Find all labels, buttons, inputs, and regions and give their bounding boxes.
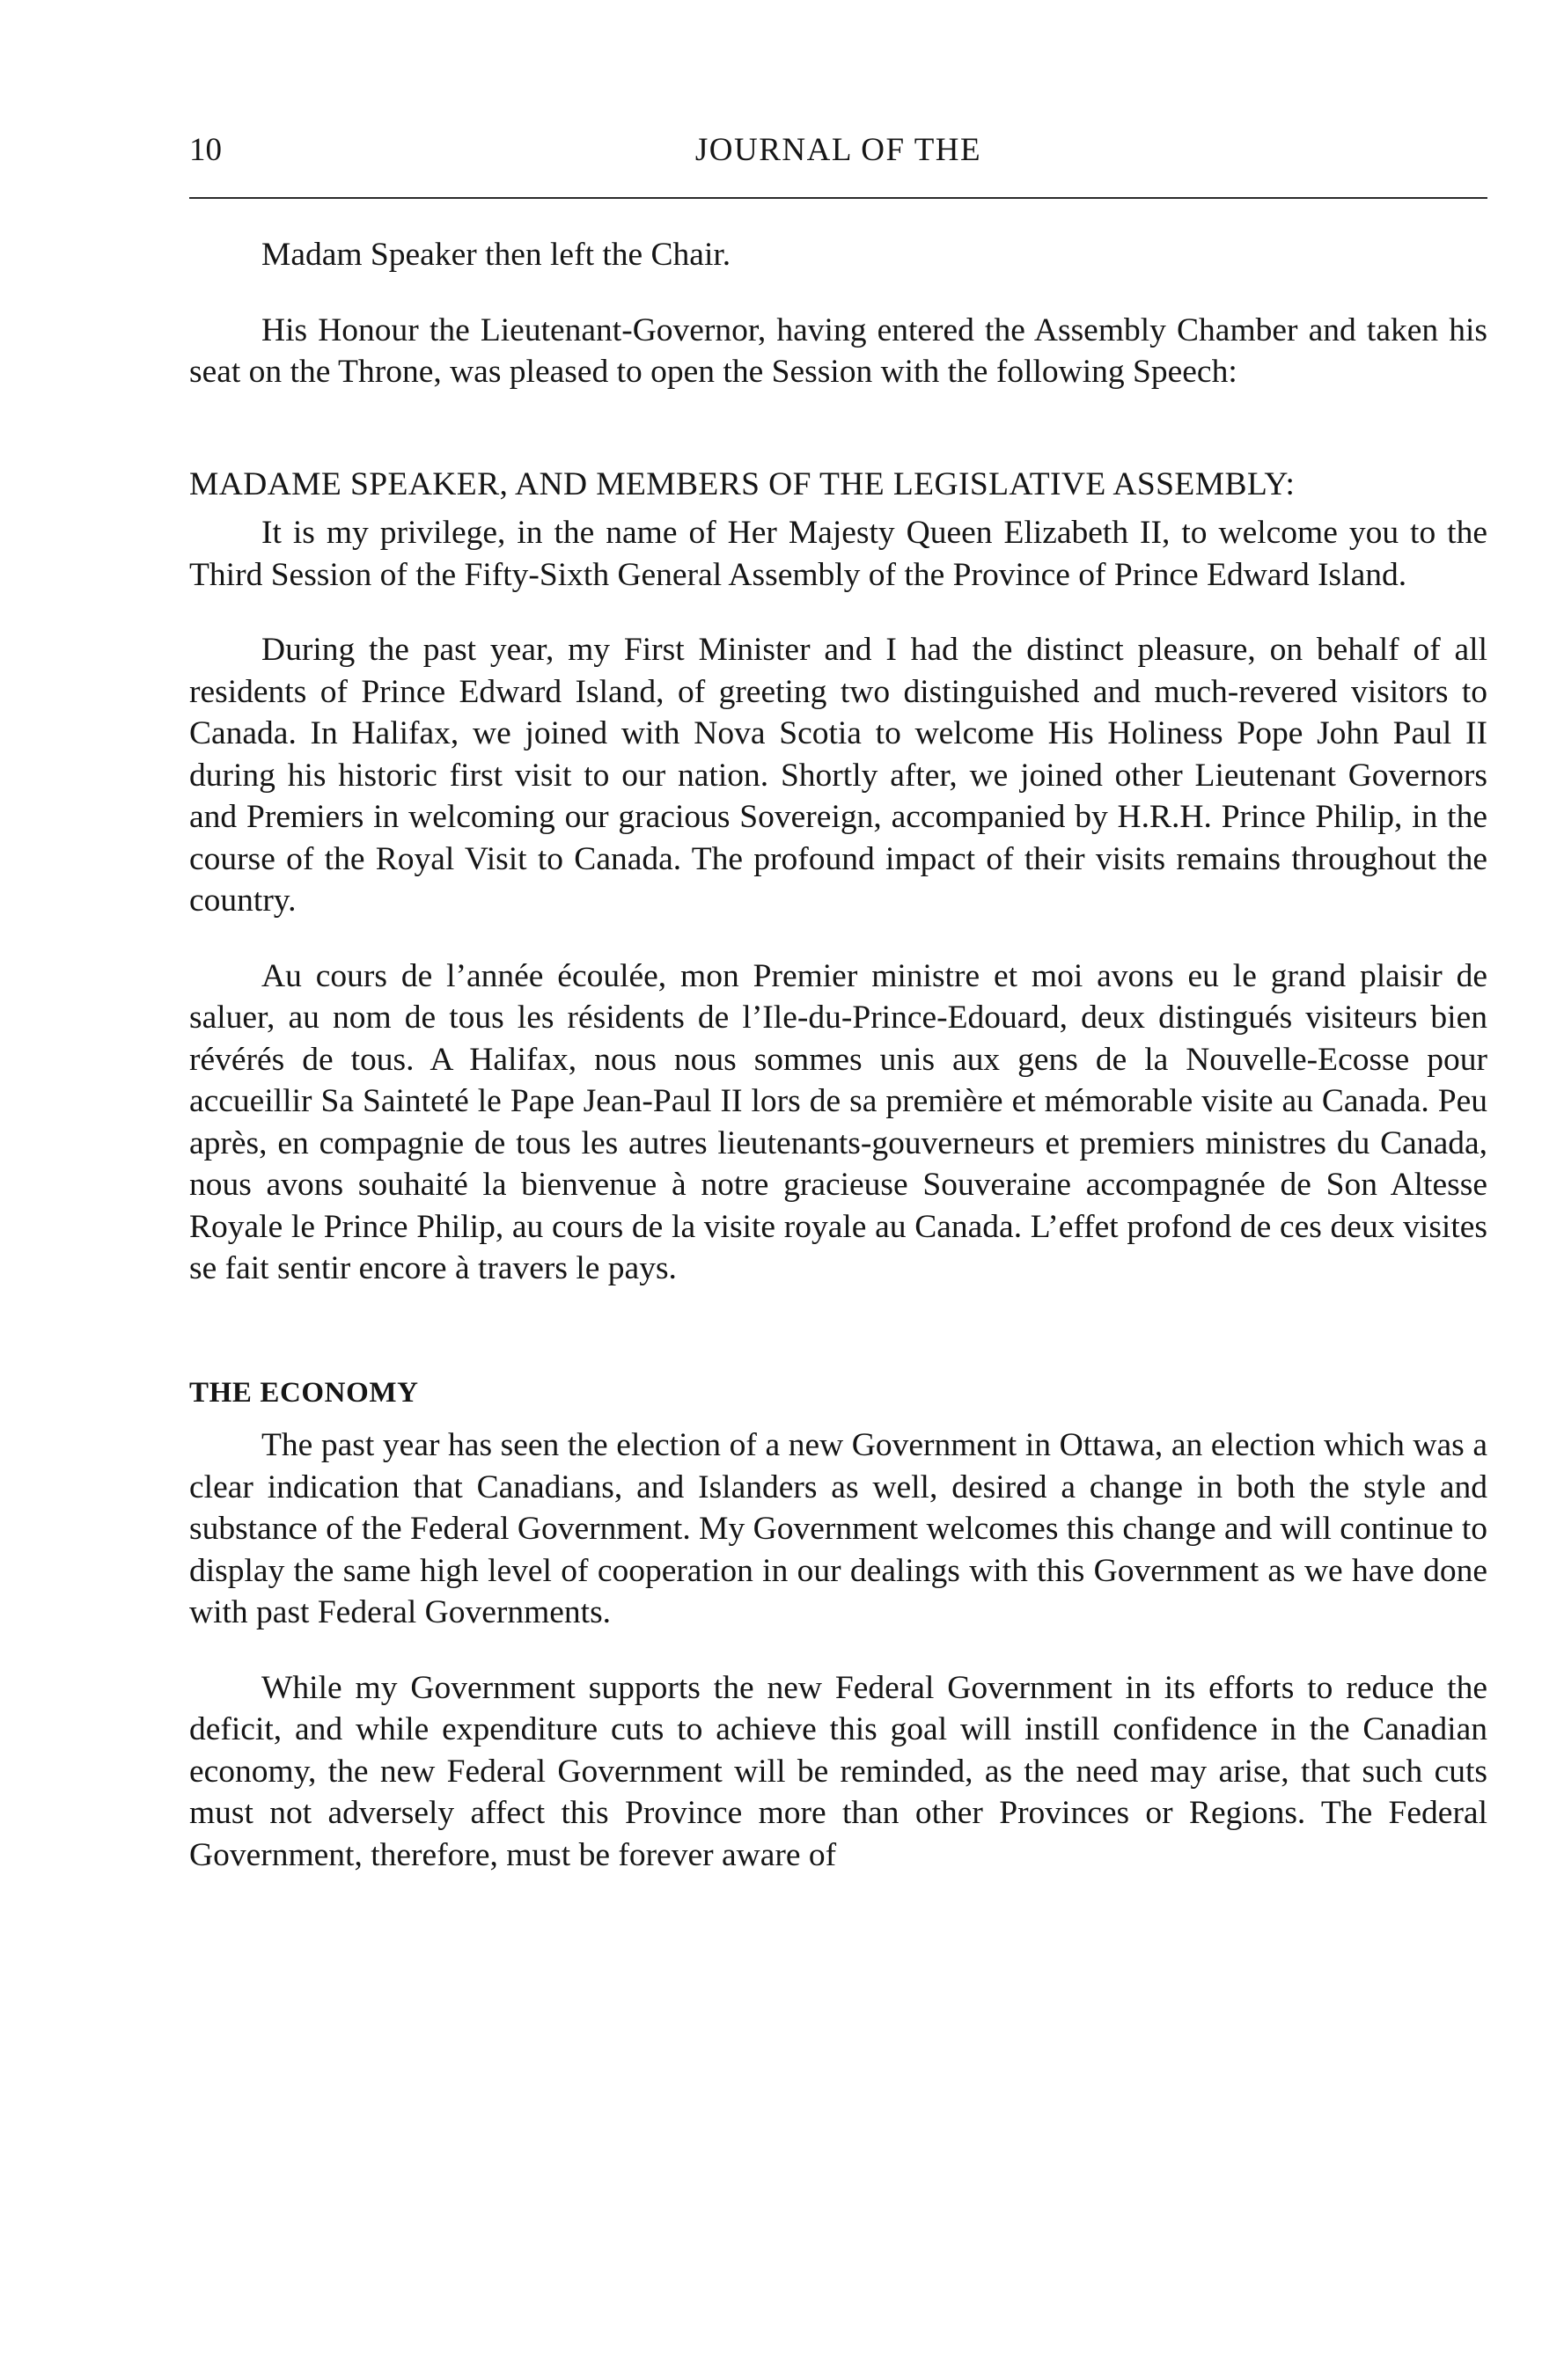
paragraph-federal-election: The past year has seen the election of a new Government in Ottawa, an election which was a clear indication that Canadians, and Islanders as well, desired a change in both the style and substance of the Federal Government. My Government welcomes this change and will continue to display the same high level of cooperation in our dealings with this Government as we have done with past Federal Governments. [189,1427,1487,1630]
paragraph-deficit-reduction: While my Government supports the new Federal Government in its efforts to reduce the deficit, and while expenditure cuts to achieve this goal will instill confidence in the Canadian economy, the new Federal Government will be reminded, as the need may arise, that such cuts must not adversely affect this Province more than other Provinces or Regions. The Federal Government, therefore, must be forever aware of [189,1669,1487,1873]
page-header [189,128,1487,172]
paragraph-lieutenant-governor-entry: His Honour the Lieutenant-Governor, having entered the Assembly Chamber and taken his seat on the Throne, was pleased to open the Session with the following Speech: [189,311,1487,390]
section-heading-economy: THE ECONOMY [189,1376,419,1409]
page-body [189,234,1487,1876]
paragraph-speaker-left-chair: Madam Speaker then left the Chair. [261,237,731,273]
header-divider [189,197,1487,199]
paragraph-welcome: It is my privilege, in the name of Her Majesty Queen Elizabeth II, to welcome you to the Third Session of the Fifty-Sixth General Assembly of the Province of Prince Edward Island. [189,515,1487,593]
paragraph-royal-visits-french: Au cours de l’année écoulée, mon Premier ministre et moi avons eu le grand plaisir de saluer, au nom de tous les résidents de l’Ile-du-Prince-Edouard, deux distingués visiteurs bien révérés de tous. A Halifax, nous nous sommes unis aux gens de la Nouvelle-Ecosse pour accueillir Sa Sainteté le Pape Jean-Paul II lors de sa première et mémorable visite au Canada. Peu après, en compagnie de tous les autres lieutenants-gouverneurs et premiers ministres du Canada, nous avons souhaité la bienvenue à notre gracieuse Souveraine accompagnée de Son Altesse Royale le Prince Philip, au cours de la visite royale au Canada. L’effet profond de ces deux visites se fait sentir encore à travers le pays. [189,957,1487,1286]
speech-salutation: MADAME SPEAKER, AND MEMBERS OF THE LEGISLATIVE ASSEMBLY: [189,465,1296,502]
paragraph-royal-visits: During the past year, my First Minister and I had the distinct pleasure, on behalf of all residents of Prince Edward Island, of greeting two distinguished and much-revered visitors to Canada. In Halifax, we joined with Nova Scotia to welcome His Holiness Pope John Paul II during his historic first visit to our nation. Shortly after, we joined other Lieutenant Governors and Premiers in welcoming our gracious Sovereign, accompanied by H.R.H. Prince Philip, in the course of the Royal Visit to Canada. The profound impact of their visits remains throughout the country. [189,632,1487,919]
running-head: JOURNAL OF THE [694,132,982,168]
page-number: 10 [189,132,222,168]
